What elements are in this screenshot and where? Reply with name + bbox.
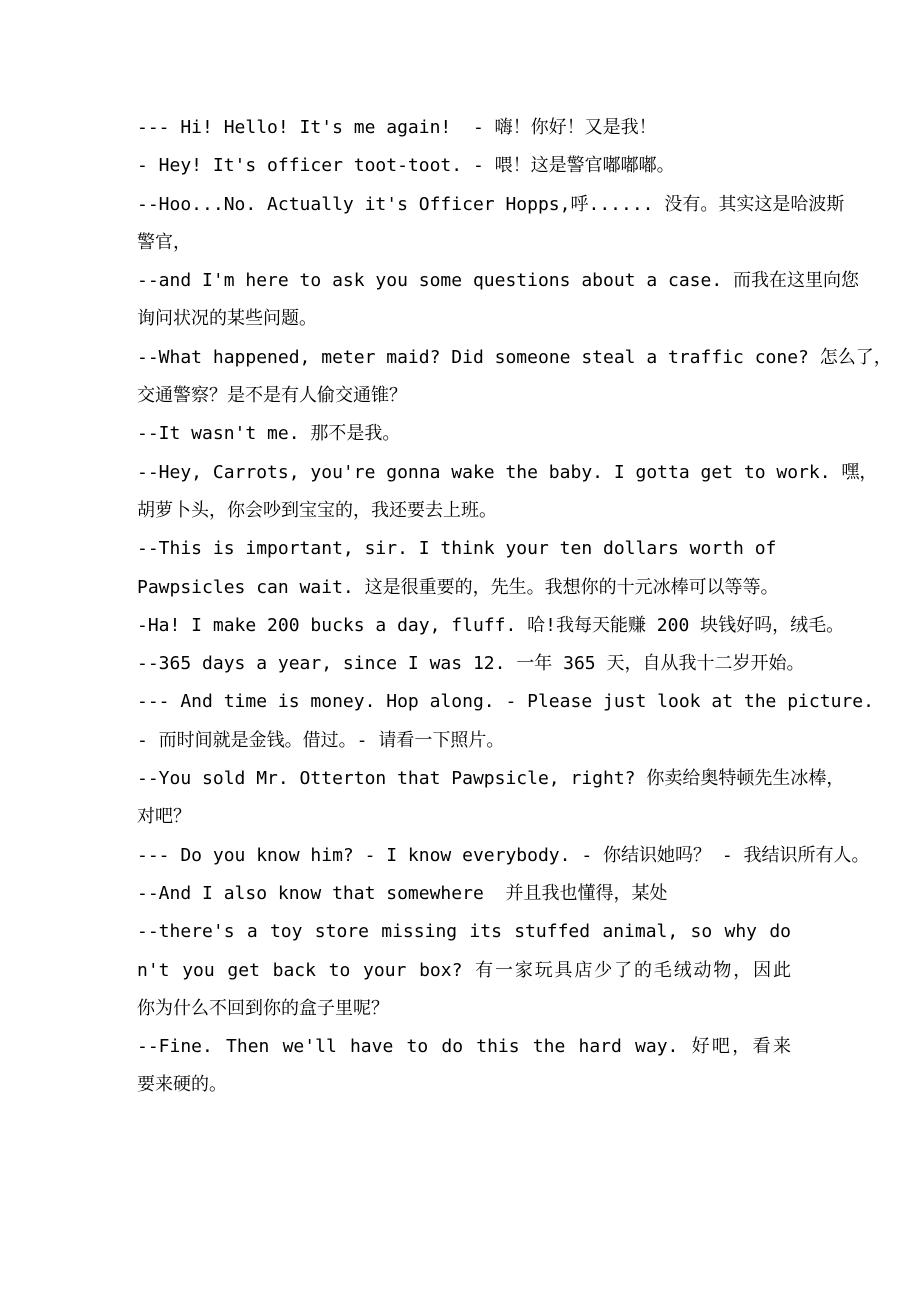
- dialogue-line: -Ha! I make 200 bucks a day, fluff. 哈!我每天能赚 200 块钱好吗，绒毛。: [137, 614, 845, 636]
- dialogue-line: --there's a toy store missing its stuffed animal, so why do: [137, 921, 791, 943]
- dialogue-line: n't you get back to your box? 有一家玩具店少了的毛绒动物，因此: [137, 959, 791, 981]
- dialogue-line: 询问状况的某些问题。: [137, 308, 317, 330]
- dialogue-line: --and I'm here to ask you some questions about a case. 而我在这里向您: [137, 270, 860, 292]
- dialogue-line: 交通警察？是不是有人偷交通锥？: [137, 385, 407, 407]
- dialogue-line: - Hey! It's officer toot-toot. - 喂！这是警官嘟嘟嘟。: [137, 155, 675, 177]
- transcript-text-block: [137, 109, 892, 1105]
- dialogue-line: --Hoo...No. Actually it's Officer Hopps,呼...... 没有。其实这是哈波斯: [137, 193, 845, 215]
- dialogue-line: 警官，: [137, 231, 191, 253]
- dialogue-line: 要来硬的。: [137, 1074, 227, 1096]
- dialogue-line: Pawpsicles can wait. 这是很重要的，先生。我想你的十元冰棒可以等等。: [137, 576, 779, 598]
- dialogue-line: --This is important, sir. I think your ten dollars worth of: [137, 538, 777, 560]
- dialogue-line: --365 days a year, since I was 12. 一年 365 天，自从我十二岁开始。: [137, 653, 805, 675]
- dialogue-line: 对吧？: [137, 806, 191, 828]
- dialogue-line: --- And time is money. Hop along. - Please just look at the picture.: [137, 691, 874, 713]
- dialogue-line: --It wasn't me. 那不是我。: [137, 423, 401, 445]
- dialogue-line: --- Do you know him? - I know everybody. - 你结识她吗？ - 我结识所有人。: [137, 844, 870, 866]
- dialogue-line: --Fine. Then we'll have to do this the hard way. 好吧，看来: [137, 1036, 791, 1058]
- dialogue-line: --What happened, meter maid? Did someone steal a traffic cone? 怎么了，: [137, 346, 892, 368]
- dialogue-line: --You sold Mr. Otterton that Pawpsicle, right? 你卖给奥特顿先生冰棒，: [137, 768, 845, 790]
- dialogue-line: 你为什么不回到你的盒子里呢？: [137, 997, 389, 1019]
- dialogue-line: --And I also know that somewhere 并且我也懂得，某处: [137, 882, 668, 904]
- dialogue-line: --Hey, Carrots, you're gonna wake the baby. I gotta get to work. 嘿，: [137, 461, 878, 483]
- dialogue-line: 胡萝卜头，你会吵到宝宝的，我还要去上班。: [137, 499, 497, 521]
- dialogue-line: --- Hi! Hello! It's me again! - 嗨！你好！又是我！: [137, 117, 657, 138]
- dialogue-line: - 而时间就是金钱。借过。- 请看一下照片。: [137, 729, 505, 751]
